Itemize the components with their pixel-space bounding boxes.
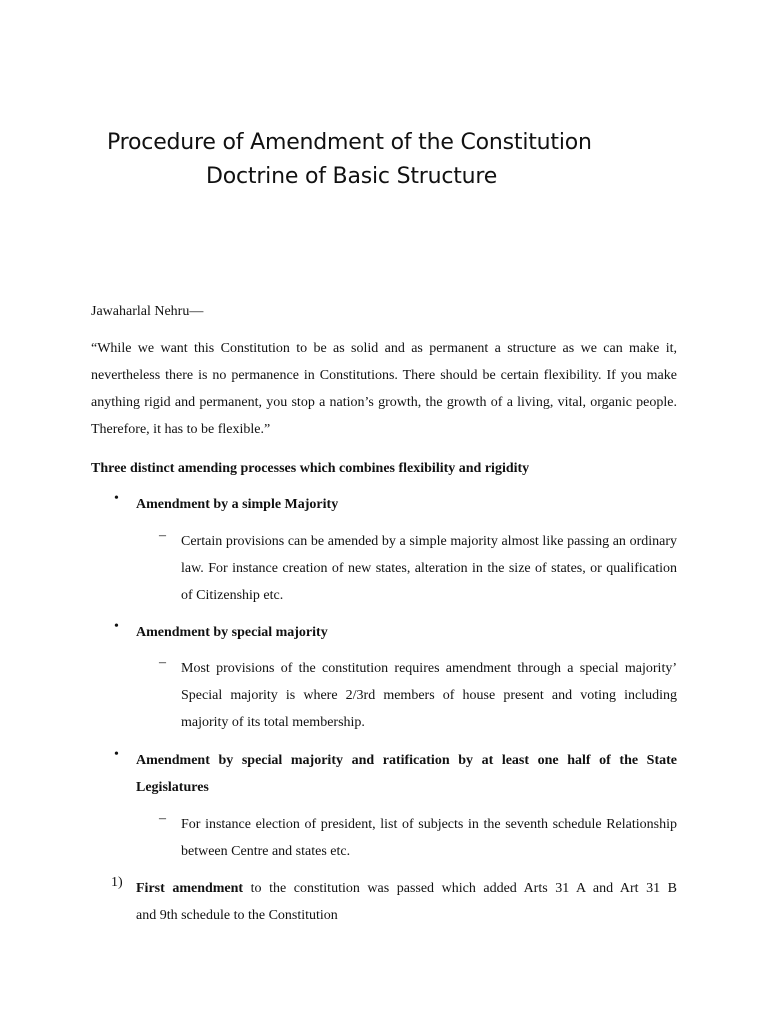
bullet-subtext: Most provisions of the constitution requires amendment through a special majority’ Special majority is where 2/3rd members of house present and voting including majority of its total membership. — [181, 661, 677, 730]
bullet-subtext: Certain provisions can be amended by a simple majority almost like passing an ordinary law. For instance creation of new states, alteration in the size of states, or qualification of Citizenship etc. — [181, 534, 677, 603]
dash-marker: – — [159, 655, 166, 670]
bullet-heading: Amendment by a simple Majority — [136, 497, 339, 512]
dash-marker: – — [159, 528, 166, 543]
bullet-heading: Amendment by special majority — [136, 625, 328, 640]
document-title: Procedure of Amendment of the Constitution — [107, 130, 592, 155]
bullet-marker: • — [114, 747, 119, 762]
numbered-item-line1 — [136, 875, 677, 902]
numbered-item-line2: and 9th schedule to the Constitution — [136, 908, 338, 923]
numbered-item-bold: First amendment — [136, 881, 244, 896]
numbered-item — [136, 875, 677, 929]
dash-marker: – — [159, 811, 166, 826]
list-number: 1) — [111, 875, 123, 890]
numbered-item-rest: to the constitution was passed which added Arts 31 A and Art 31 B — [243, 881, 677, 896]
section-heading: Three distinct amending processes which combines flexibility and rigidity — [91, 461, 530, 476]
document-subtitle: Doctrine of Basic Structure — [206, 164, 498, 189]
quote-text: “While we want this Constitution to be as solid and as permanent a structure as we can make it, nevertheless there is no permanence in Constitutions. There should be certain flexibility. If you make anything rigid and permanent, you stop a nation’s growth, the growth of a living, vital, organic people. Therefore, it has to be flexible.” — [91, 341, 677, 437]
bullet-marker: • — [114, 619, 119, 634]
quote-author: Jawaharlal Nehru— — [91, 304, 204, 319]
bullet-marker: • — [114, 491, 119, 506]
bullet-subtext: For instance election of president, list of subjects in the seventh schedule Relationship between Centre and states etc. — [181, 817, 677, 859]
bullet-heading: Amendment by special majority and ratification by at least one half of the State Legislatures — [136, 753, 677, 795]
